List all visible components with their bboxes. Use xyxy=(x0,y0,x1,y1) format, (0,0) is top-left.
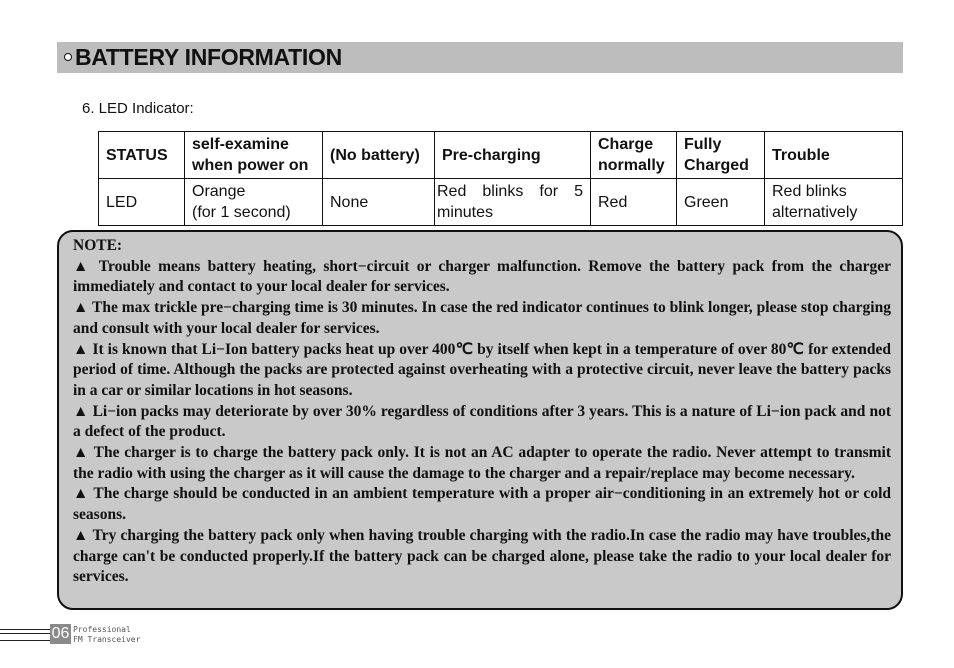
note-box xyxy=(57,230,903,610)
header-charge-normally: Charge normally xyxy=(591,132,677,179)
cell-fully-charged: Green xyxy=(677,179,765,226)
table-row xyxy=(99,179,903,226)
header-fully-charged: Fully Charged xyxy=(677,132,765,179)
bullet-circle-icon xyxy=(64,53,72,61)
footer-line-1: Professional xyxy=(73,625,131,634)
cell-pre-charging: Red blinks for 5 minutes xyxy=(435,179,591,226)
header-self-examine: self-examine when power on xyxy=(185,132,323,179)
section-header xyxy=(57,42,903,73)
note-title: NOTE: xyxy=(73,237,123,254)
note-item: ▲ The max trickle pre−charging time is 30 minutes. In case the red indicator continues to blink longer, please stop charging and consult with your local dealer for services. xyxy=(73,299,891,337)
note-item: ▲ The charge should be conducted in an ambient temperature with a proper air−conditioning in an extremely hot or cold seasons. xyxy=(73,485,891,524)
header-no-battery: (No battery) xyxy=(323,132,435,179)
footer-caption xyxy=(73,625,140,645)
table-header-row xyxy=(99,132,903,179)
header-status: STATUS xyxy=(99,132,185,179)
cell-trouble: Red blinks alternatively xyxy=(765,179,903,226)
section-title: BATTERY INFORMATION xyxy=(75,44,342,70)
cell-self-examine: Orange (for 1 second) xyxy=(185,179,323,226)
note-item: ▲ Try charging the battery pack only when having trouble charging with the radio.In case the radio may have troubles,the charge can't be conducted properly.If the battery pack can be charged alone, please take the radio to your local dealer for services. xyxy=(73,526,891,586)
note-item: ▲ Trouble means battery heating, short−circuit or charger malfunction. Remove the battery pack from the charger immediately and contact to your local dealer for services. xyxy=(73,257,891,296)
cell-charge-normally: Red xyxy=(591,179,677,226)
header-trouble: Trouble xyxy=(765,132,903,179)
led-indicator-heading: 6. LED Indicator: xyxy=(82,100,194,117)
note-item: ▲ The charger is to charge the battery pack only. It is not an AC adapter to operate the radio. Never attempt to transmit the radio with using the charger as it will cause the damage to the charger and a repair/replace may become necessary. xyxy=(73,444,891,482)
footer-rule xyxy=(0,629,50,641)
cell-no-battery: None xyxy=(323,179,435,226)
header-pre-charging: Pre-charging xyxy=(435,132,591,179)
footer-line-2: FM Transceiver xyxy=(73,635,141,644)
led-indicator-table xyxy=(98,131,903,226)
note-item: ▲ It is known that Li−Ion battery packs heat up over 400℃ by itself when kept in a temperature of over 80℃ for extended period of time. Although the packs are protected against overheating with a protective circuit, never leave the battery packs in a car or similar locations in hot seasons. xyxy=(73,340,891,399)
cell-led: LED xyxy=(99,179,185,226)
note-item: ▲ Li−ion packs may deteriorate by over 30% regardless of conditions after 3 years. This is a nature of Li−ion pack and not a defect of the product. xyxy=(73,402,891,441)
page-number: 06 xyxy=(51,625,70,642)
note-content xyxy=(73,236,891,588)
